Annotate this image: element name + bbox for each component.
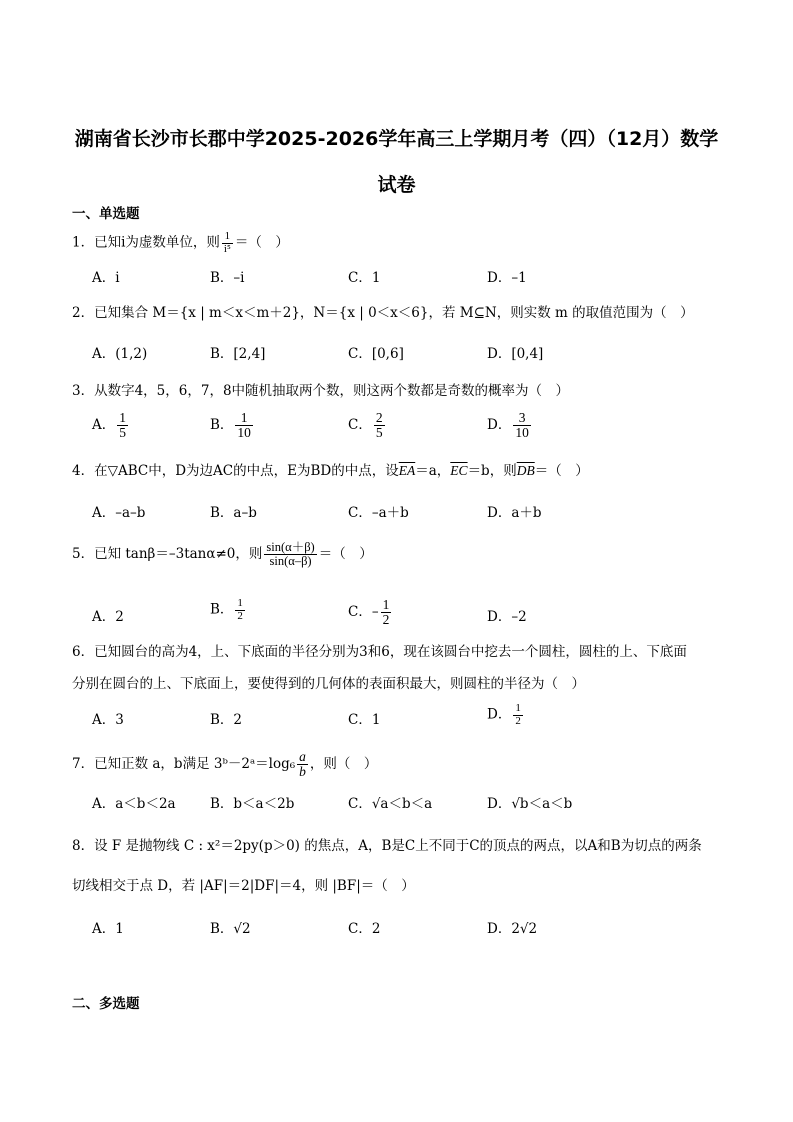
exam-title-line1: 湖南省长沙市长郡中学2025-2026学年高三上学期月考（四）（12月）数学: [74, 128, 719, 150]
question-1: [72, 231, 289, 255]
question-3-option-d[interactable]: D． $\frac{3}{10}$: [487, 410, 529, 441]
question-2-option-a[interactable]: A．(1,2): [92, 346, 148, 362]
question-6-option-d-fraction: $\frac{1}{2}$: [515, 702, 521, 727]
question-6-line2: 分别在圆台的上、下底面上，要使得到的几何体的表面积最大，则圆柱的半径为（ ）: [72, 676, 585, 692]
vector-ea: $\overline{EA}$: [398, 463, 416, 478]
question-3-option-b-fraction: $\frac{1}{10}$: [237, 410, 251, 441]
question-2-option-b[interactable]: B．[2,4]: [210, 346, 266, 362]
question-8-option-b[interactable]: B．√2: [210, 921, 251, 937]
exam-title-line2: 试卷: [377, 174, 416, 196]
question-3-option-a[interactable]: A． $\frac{1}{5}$: [92, 410, 126, 441]
question-4-option-b[interactable]: B．a–b: [210, 505, 257, 521]
question-3-option-a-fraction: $\frac{1}{5}$: [119, 410, 126, 441]
question-5-option-b[interactable]: B． $\frac{1}{2}$: [210, 597, 243, 622]
question-6-option-c[interactable]: C．1: [348, 712, 381, 728]
question-3-option-d-fraction: $\frac{3}{10}$: [515, 410, 529, 441]
question-1-fraction: $\frac{1}{\text{i⁵}}$: [223, 230, 231, 255]
question-7-option-c[interactable]: C．√a＜b＜a: [348, 796, 433, 812]
question-7-fraction: $\frac{a}{b}$: [299, 749, 306, 780]
question-2-option-c[interactable]: C．[0,6]: [348, 346, 404, 362]
question-5-text: 5．已知 tanβ＝–3tanα≠0，则: [72, 546, 263, 563]
question-3-option-c[interactable]: C． $\frac{2}{5}$: [348, 410, 383, 441]
question-5-option-b-fraction: $\frac{1}{2}$: [237, 597, 243, 622]
question-1-option-a[interactable]: A．i: [92, 270, 120, 286]
question-5: 5．已知 tanβ＝–3tanα≠0，则 $\frac{\sin(\alpha+\beta)}{\sin(\alpha-\beta)}$ ＝（ ）: [72, 540, 373, 569]
question-5-option-c-fraction: $\frac{1}{2}$: [382, 597, 390, 628]
question-7: 7．已知正数 a，b满足 3ᵇ－2ᵃ＝log₆ $\frac{a}{b}$ ，则（ ）: [72, 749, 378, 780]
question-3-option-c-fraction: $\frac{2}{5}$: [375, 410, 383, 441]
question-8-line1: 8．设 F 是抛物线 C : x²＝2py(p＞0) 的焦点，A，B是C上不同于C的顶点的两点，以A和B为切点的两条: [72, 838, 702, 854]
question-1-text: 1．已知i为虚数单位，则: [72, 234, 220, 251]
question-5-fraction: $\frac{\sin(\alpha+\beta)}{\sin(\alpha-\beta)}$: [266, 540, 315, 569]
question-6-line1: 6．已知圆台的高为4，上、下底面的半径分别为3和6，现在该圆台中挖去一个圆柱，圆柱的上、下底面: [72, 644, 687, 660]
section-multiple-choice-heading: 二、多选题: [72, 996, 140, 1012]
question-4-option-c[interactable]: C．–a＋b: [348, 505, 409, 521]
question-7-option-b[interactable]: B．b＜a＜2b: [210, 796, 295, 812]
vector-db: $\overline{DB}$: [516, 463, 535, 478]
question-5-option-d[interactable]: D．–2: [487, 609, 527, 625]
question-1-option-b[interactable]: B．–i: [210, 270, 245, 286]
question-5-option-a[interactable]: A．2: [92, 609, 124, 625]
question-4-text: 4．在▽ABC中，D为边AC的中点，E为BD的中点，设: [72, 463, 399, 479]
question-2-option-d[interactable]: D．[0,4]: [487, 346, 544, 362]
question-4-option-d[interactable]: D．a＋b: [487, 505, 542, 521]
question-8-option-a[interactable]: A．1: [92, 921, 124, 937]
question-8-option-d[interactable]: D．2√2: [487, 921, 538, 937]
question-2-text: 2．已知集合 M＝{x | m＜x＜m＋2}，N＝{x | 0＜x＜6}，若 M⊆N，则实数 m 的取值范围为（ ）: [72, 305, 694, 321]
section-single-choice-heading: 一、单选题: [72, 206, 140, 222]
question-8-option-c[interactable]: C．2: [348, 921, 381, 937]
question-3-option-b[interactable]: B． $\frac{1}{10}$: [210, 410, 251, 441]
vector-ec: $\overline{EC}$: [450, 463, 468, 478]
question-1-option-d[interactable]: D．–1: [487, 270, 527, 286]
question-4-option-a[interactable]: A．–a–b: [92, 505, 146, 521]
question-1-option-c[interactable]: C．1: [348, 270, 381, 286]
question-4: 4．在▽ABC中，D为边AC的中点，E为BD的中点，设$\overline{EA}=a$，$\overline{EC}=b$，则$\overline{DB}=$（ ）: [72, 463, 589, 479]
question-3-text: 3．从数字4，5，6，7，8中随机抽取两个数，则这两个数都是奇数的概率为（ ）: [72, 383, 570, 399]
question-7-option-d[interactable]: D．√b＜a＜b: [487, 796, 573, 812]
question-5-option-c[interactable]: C．– $\frac{1}{2}$: [348, 597, 390, 628]
question-6-option-d[interactable]: D． $\frac{1}{2}$: [487, 702, 521, 727]
question-6-option-b[interactable]: B．2: [210, 712, 243, 728]
question-7-text: 7．已知正数 a，b满足 3ᵇ－2ᵃ＝log₆: [72, 756, 296, 773]
question-1-tail: ＝（ ）: [234, 234, 289, 251]
question-8-line2: 切线相交于点 D，若 |AF|＝2|DF|＝4，则 |BF|＝（ ）: [72, 878, 415, 894]
question-7-option-a[interactable]: A．a＜b＜2a: [92, 796, 176, 812]
question-6-option-a[interactable]: A．3: [92, 712, 124, 728]
